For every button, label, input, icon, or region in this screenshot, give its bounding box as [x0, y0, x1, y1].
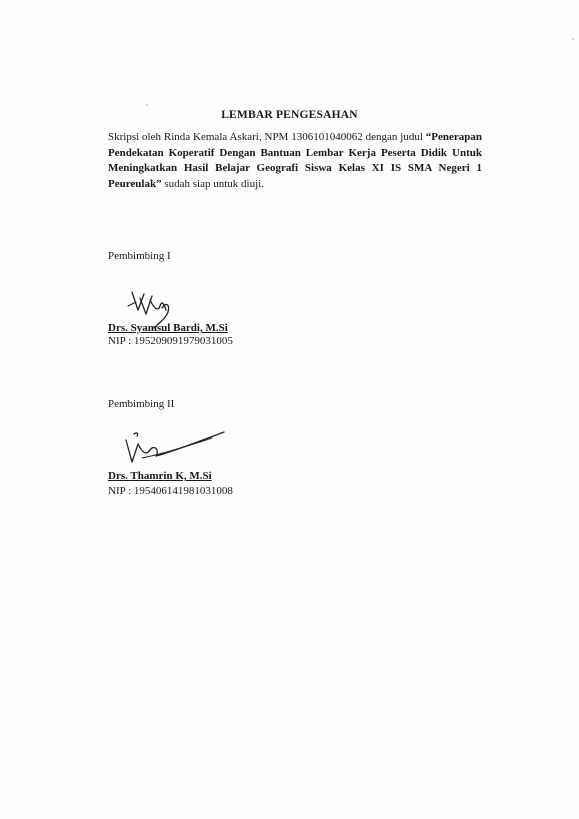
supervisor-1-role: Pembimbing I	[108, 250, 171, 262]
page-title: LEMBAR PENGESAHAN	[221, 109, 358, 121]
approval-statement	[108, 130, 482, 192]
scan-speck	[146, 104, 148, 106]
intro-text: Skripsi oleh Rinda Kemala Askari, NPM 1306101040062 dengan judul	[108, 131, 423, 143]
supervisor-2-name: Drs. Thamrin K, M.Si	[108, 470, 212, 482]
supervisor-1-nip: NIP : 195209091979031005	[108, 335, 233, 347]
supervisor-2-role: Pembimbing II	[108, 398, 175, 410]
supervisor-1-name: Drs. Syamsul Bardi, M.Si	[108, 322, 228, 334]
thesis-title: “Penerapan Pendekatan Koperatif Dengan Bantuan Lembar Kerja Peserta Didik Untuk Meningkatkan Hasil Belajar Geografi Siswa Kelas XI IS SMA Negeri 1 Peureulak”	[108, 131, 483, 190]
scan-speck	[572, 38, 574, 40]
supervisor-2-nip: NIP : 195406141981031008	[108, 485, 233, 497]
closing-text: sudah siap untuk diuji.	[164, 177, 264, 190]
supervisor-2-signature	[112, 428, 230, 472]
